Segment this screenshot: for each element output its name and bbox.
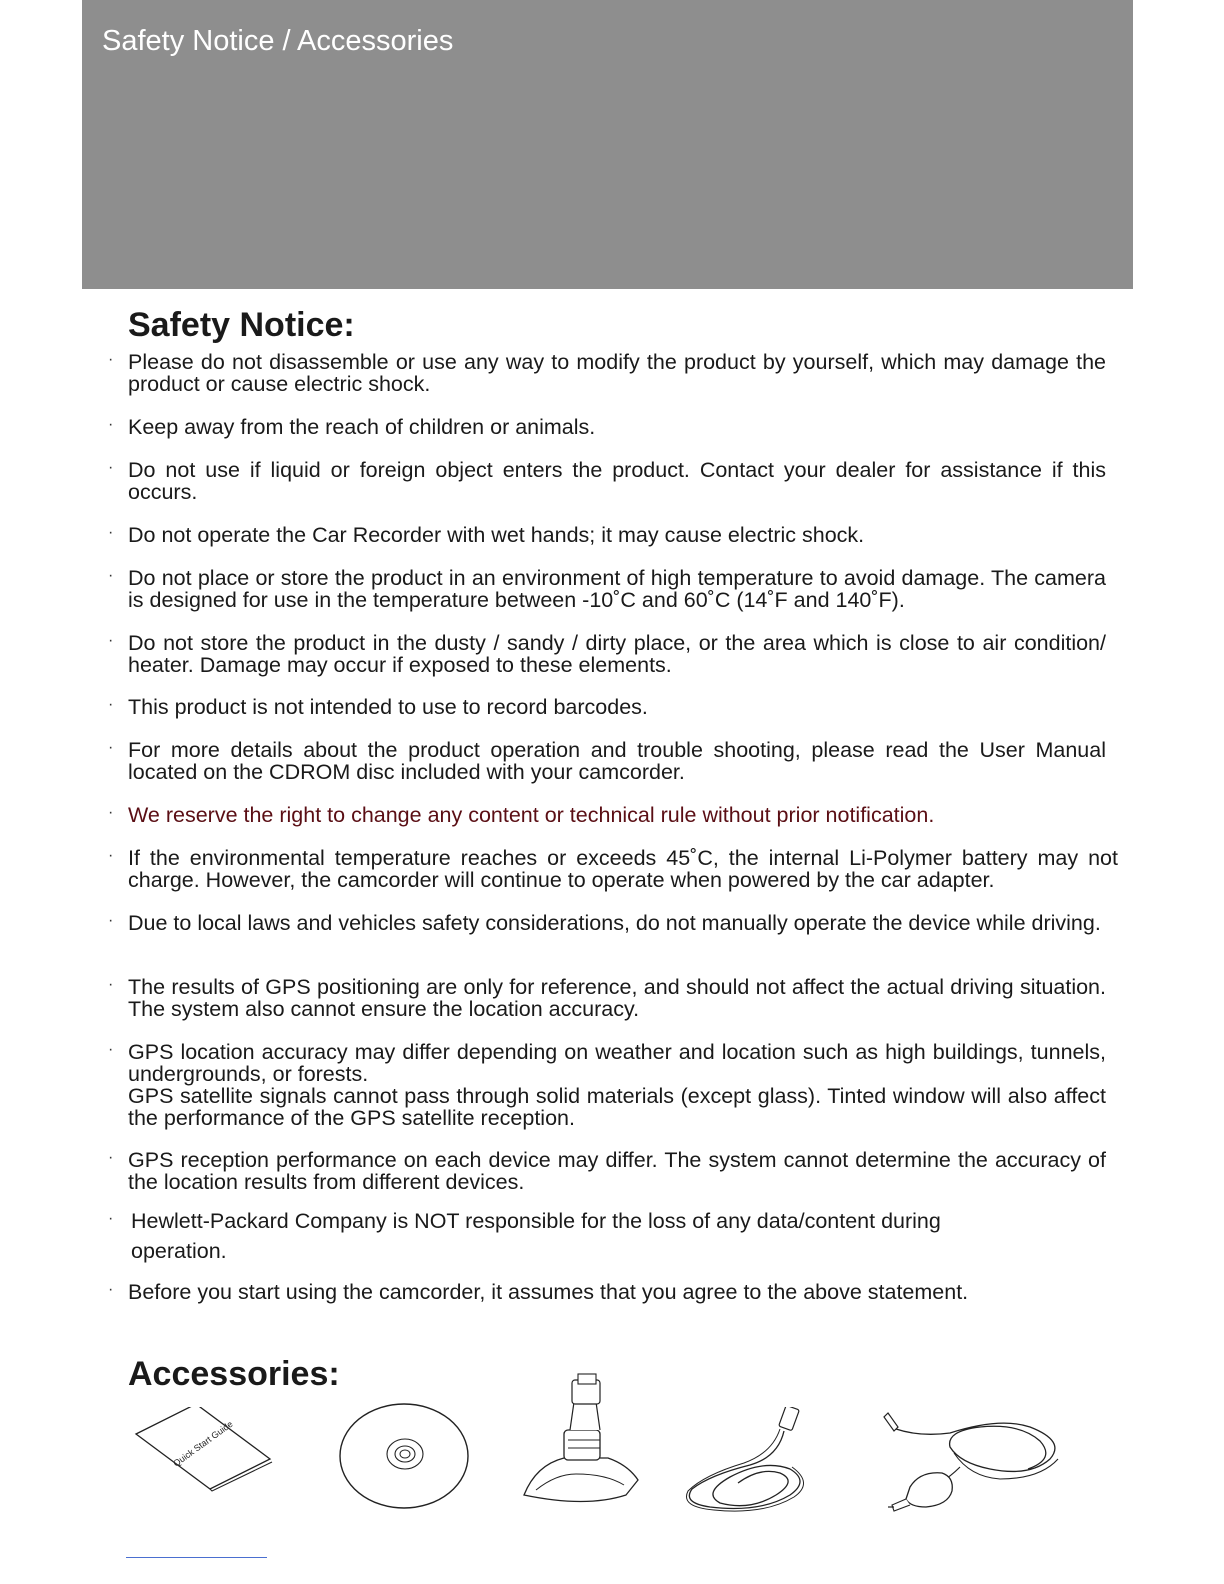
safety-item-text: Do not store the product in the dusty / sandy / dirty place, or the area which is close to air condition/ heater. Damage may occur if exposed to these elements. [128,631,1106,677]
bullet: · [108,847,114,864]
car-adapter-icon [880,1407,1070,1517]
bullet: · [108,1210,114,1227]
safety-item-text: We reserve the right to change any content or technical rule without prior notification. [128,803,935,827]
bullet: · [108,416,114,433]
bullet: · [108,1041,114,1058]
safety-item-text: Please do not disassemble or use any way to modify the product by yourself, which may damage the product or cause electric shock. [128,350,1106,396]
bullet: · [108,804,114,821]
cd-disc-icon [338,1400,474,1512]
accessories-row [0,1395,1224,1525]
bullet: · [108,351,114,368]
bullet: · [108,1281,114,1298]
safety-item [108,846,1118,892]
bullet: · [108,739,114,756]
page-title: Safety Notice / Accessories [102,25,454,57]
safety-item [108,1206,1031,1266]
safety-item [108,566,1106,612]
safety-notice-heading: Safety Notice: [128,306,355,344]
safety-item [108,1280,1106,1304]
safety-item [108,975,1106,1021]
bullet: · [108,696,114,713]
safety-item-text: Keep away from the reach of children or animals. [128,415,596,439]
bullet: · [108,976,114,993]
safety-item-text: Before you start using the camcorder, it assumes that you agree to the above statement. [128,1280,969,1304]
bullet: · [108,459,114,476]
safety-item-text: Do not place or store the product in an environment of high temperature to avoid damage. The camera is designed for use in the temperature between -10˚C and 60˚C (14˚F and 140˚F). [128,566,1106,612]
safety-item [108,458,1106,504]
safety-item [108,631,1106,677]
safety-item [108,1040,1106,1130]
safety-item [108,738,1106,784]
safety-item [108,523,1106,547]
suction-mount-icon [516,1370,644,1510]
safety-item [108,415,1106,439]
bullet: · [108,632,114,649]
quick-start-guide-icon [128,1407,278,1492]
safety-item-text: Do not use if liquid or foreign object enters the product. Contact your dealer for assistance if this occurs. [128,458,1106,504]
bullet: · [108,1149,114,1166]
safety-item-text: If the environmental temperature reaches or exceeds 45˚C, the internal Li-Polymer battery may not charge. However, the camcorder will continue to operate when powered by the car adapter. [128,846,1118,892]
safety-item [108,695,1106,719]
safety-item [108,1148,1106,1194]
bullet: · [108,912,114,929]
safety-item-text: Do not operate the Car Recorder with wet hands; it may cause electric shock. [128,523,865,547]
bullet: · [108,567,114,584]
usb-cable-icon [680,1407,820,1517]
safety-item-text: The results of GPS positioning are only for reference, and should not affect the actual driving situation. The system also cannot ensure the location accuracy. [128,975,1106,1021]
footer-divider [126,1557,267,1558]
safety-item [108,911,1106,935]
safety-item-text: GPS location accuracy may differ depending on weather and location such as high buildings, tunnels, undergrounds, or forests. [128,1040,1106,1086]
safety-item-text: GPS reception performance on each device may differ. The system cannot determine the accuracy of the location results from different devices. [128,1148,1106,1194]
safety-item-text: Due to local laws and vehicles safety considerations, do not manually operate the device while driving. [128,911,1101,935]
safety-item [108,350,1106,396]
safety-item-text: For more details about the product operation and trouble shooting, please read the User Manual located on the CDROM disc included with your camcorder. [128,738,1106,784]
safety-item [108,803,1106,827]
bullet: · [108,524,114,541]
safety-item-text-continued: GPS satellite signals cannot pass through solid materials (except glass). Tinted window will also affect the performance of the GPS satellite reception. [128,1084,1106,1130]
accessories-heading: Accessories: [128,1355,340,1393]
safety-item-text: This product is not intended to use to record barcodes. [128,695,648,719]
guide-label: Quick Start Guide [171,1418,235,1469]
safety-item-text: Hewlett-Packard Company is NOT responsible for the loss of any data/content during operation. [131,1209,941,1263]
